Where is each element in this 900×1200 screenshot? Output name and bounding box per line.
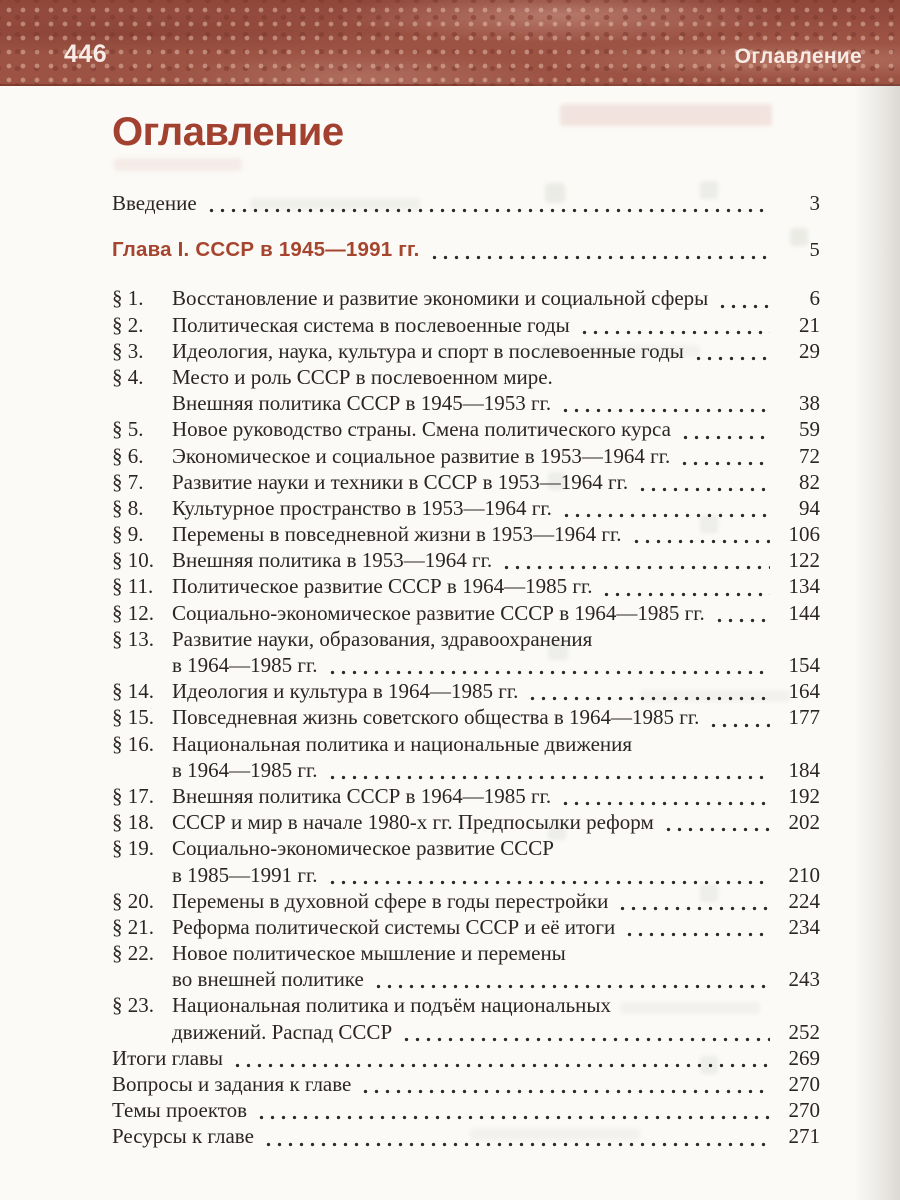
paragraph-marker: § 11. [112,574,154,599]
toc-entry-title: Перемены в повседневной жизни в 1953—1964 гг. [172,522,622,547]
paragraph-marker: § 5. [112,417,144,442]
toc-entry-title: Развитие науки, образования, здравоохранения [172,626,593,651]
paragraph-marker: § 22. [112,941,154,966]
dot-leader [717,304,770,309]
paragraph-marker: § 4. [112,364,144,389]
dot-leader [624,932,770,937]
toc-row [112,444,820,470]
page-number: 271 [788,1124,820,1149]
page-number: 5 [809,239,820,262]
page-number: 122 [788,548,820,573]
toc-row [112,470,820,496]
paragraph-marker: § 23. [112,993,154,1018]
dot-leader [327,670,770,675]
toc-row [112,915,820,941]
toc-row [112,601,820,627]
dot-leader [663,827,770,832]
toc-row [112,784,820,810]
toc-entry-title: Национальная политика и национальные движения [172,731,633,756]
toc-entry-title: в 1964—1985 гг. [172,757,318,782]
dot-leader [256,1115,770,1120]
toc-row [112,365,820,391]
page-number: 29 [799,338,820,363]
toc-row-continuation [112,1020,820,1046]
page-number: 252 [788,1019,820,1044]
toc-row-chapter [112,238,820,264]
toc-row-continuation [112,391,820,417]
toc-entry-title: Глава I. СССР в 1945—1991 гг. [112,238,420,262]
toc-row-continuation [112,967,820,993]
page-number: 72 [799,443,820,468]
dot-leader [637,487,770,492]
page-number: 38 [799,391,820,416]
toc-row [112,1046,820,1072]
dot-leader [693,356,770,361]
toc-row [112,941,820,967]
dot-leader [429,255,770,260]
toc-entry-title: Внешняя политика СССР в 1964—1985 гг. [172,783,552,808]
toc-entry-title: Ресурсы к главе [112,1124,254,1149]
dot-leader [232,1063,770,1068]
toc-entry-title: Темы проектов [112,1098,248,1123]
toc-entry-title: Реформа политической системы СССР и её итоги [172,914,616,939]
toc-entry-title: Социально-экономическое развитие СССР [172,836,554,861]
page-number: 224 [788,888,820,913]
dot-leader [617,906,770,911]
paragraph-marker: § 8. [112,495,144,520]
toc-row [112,836,820,862]
toc-row [112,732,820,758]
running-head-band [0,0,900,86]
toc-row [112,810,820,836]
paragraph-marker: § 15. [112,705,154,730]
toc-content [0,86,900,1200]
page-number: 270 [788,1098,820,1123]
paragraph-marker: § 14. [112,679,154,704]
page-number: 243 [788,967,820,992]
page-number: 184 [788,757,820,782]
toc-entry-title: Место и роль СССР в послевоенном мире. [172,364,553,389]
toc-row [112,191,820,217]
paragraph-marker: § 9. [112,522,144,547]
toc-entry-title: Введение [112,191,197,215]
toc-entry-title: Перемены в духовной сфере в годы перестройки [172,888,609,913]
dot-leader [560,801,770,806]
dot-leader [327,775,770,780]
paragraph-marker: § 12. [112,600,154,625]
paragraph-marker: § 19. [112,836,154,861]
toc-entry-title: Вопросы и задания к главе [112,1072,352,1096]
page-number: 234 [788,914,820,939]
toc-entry-title: Новое руководство страны. Смена политического курса [172,417,671,442]
toc-row [112,548,820,574]
page-number: 3 [809,191,820,215]
dot-leader [601,592,770,597]
toc-row [112,679,820,705]
toc-row-continuation [112,758,820,784]
paragraph-marker: § 6. [112,443,144,468]
toc-entry-title: Итоги главы [112,1045,224,1070]
toc-row [112,339,820,365]
toc-row [112,889,820,915]
dot-leader [579,330,770,335]
toc-row [112,1072,820,1098]
page-number: 82 [799,469,820,494]
toc-entry-title: Идеология и культура в 1964—1985 гг. [172,679,519,704]
page-number: 210 [788,862,820,887]
page-number: 154 [788,653,820,677]
toc-row [112,1098,820,1124]
toc-entry-title: Идеология, наука, культура и спорт в послевоенные годы [172,338,684,363]
page-number: 144 [788,600,820,625]
page-number: 164 [788,679,820,704]
dot-leader [708,723,770,728]
dot-leader [714,618,770,623]
dot-leader [501,565,770,570]
page-edge-shading [854,84,900,1200]
page-number: 177 [788,705,820,730]
page-folio-number: 446 [64,40,108,68]
toc-entry-title: в 1964—1985 гг. [172,653,318,677]
paragraph-marker: § 21. [112,914,154,939]
dot-leader [206,208,770,213]
page-number: 106 [788,522,820,547]
toc-row [112,313,820,339]
page-number: 94 [799,495,820,520]
page-number: 269 [788,1045,820,1070]
toc-entry-title: Новое политическое мышление и перемены [172,941,566,966]
toc-entry-title: Экономическое и социальное развитие в 1953—1964 гг. [172,443,671,468]
toc-row-continuation [112,863,820,889]
toc-entry-title: Восстановление и развитие экономики и социальной сферы [172,286,709,311]
page-number: 270 [788,1072,820,1096]
toc-list [112,286,820,1150]
page-number: 134 [788,574,820,599]
dot-leader [560,408,770,413]
toc-entry-title: Развитие науки и техники в СССР в 1953—1964 гг. [172,469,629,494]
toc-entry-title: Социально-экономическое развитие СССР в 1964—1985 гг. [172,600,705,625]
toc-row [112,627,820,653]
page-number: 202 [788,810,820,835]
toc-row-continuation [112,653,820,679]
dot-leader [401,1037,770,1042]
paragraph-marker: § 18. [112,810,154,835]
toc-entry-title: Политическое развитие СССР в 1964—1985 гг. [172,574,593,599]
paragraph-marker: § 10. [112,548,154,573]
running-head-title: Оглавление [734,45,862,68]
dot-leader [360,1089,770,1094]
toc-row [112,993,820,1019]
dot-leader [679,461,770,466]
toc-entry-title: Внешняя политика СССР в 1945—1953 гг. [172,391,552,416]
toc-row [112,522,820,548]
page-title: Оглавление [112,110,344,154]
toc-row [112,286,820,312]
toc-entry-title: СССР и мир в начале 1980-х гг. Предпосылки реформ [172,810,654,835]
toc-entry-title: Национальная политика и подъём национальных [172,993,611,1018]
dot-leader [327,880,770,885]
paragraph-marker: § 7. [112,469,144,494]
paragraph-marker: § 16. [112,731,154,756]
paragraph-marker: § 2. [112,312,144,337]
paragraph-marker: § 20. [112,888,154,913]
toc-row [112,1124,820,1150]
toc-row [112,574,820,600]
toc-row [112,496,820,522]
paragraph-marker: § 17. [112,783,154,808]
page-number: 6 [809,286,820,311]
toc-row [112,417,820,443]
toc-entry-title: в 1985—1991 гг. [172,862,318,887]
toc-entry-title: Культурное пространство в 1953—1964 гг. [172,495,552,520]
dot-leader [373,984,770,989]
toc-entry-title: во внешней политике [172,967,364,992]
page-number: 192 [788,783,820,808]
dot-leader [680,435,770,440]
dot-leader [527,696,770,701]
paragraph-marker: § 13. [112,626,154,651]
toc-entry-title: движений. Распад СССР [172,1019,393,1044]
dot-leader [561,513,770,518]
paragraph-marker: § 3. [112,338,144,363]
toc-row [112,705,820,731]
page-number: 21 [799,312,820,337]
dot-leader [263,1142,770,1147]
page-number: 59 [799,417,820,442]
paragraph-marker: § 1. [112,286,144,311]
toc-entry-title: Политическая система в послевоенные годы [172,312,570,337]
toc-entry-title: Повседневная жизнь советского общества в 1964—1985 гг. [172,705,700,730]
dot-leader [631,539,770,544]
toc-entry-title: Внешняя политика в 1953—1964 гг. [172,548,493,573]
